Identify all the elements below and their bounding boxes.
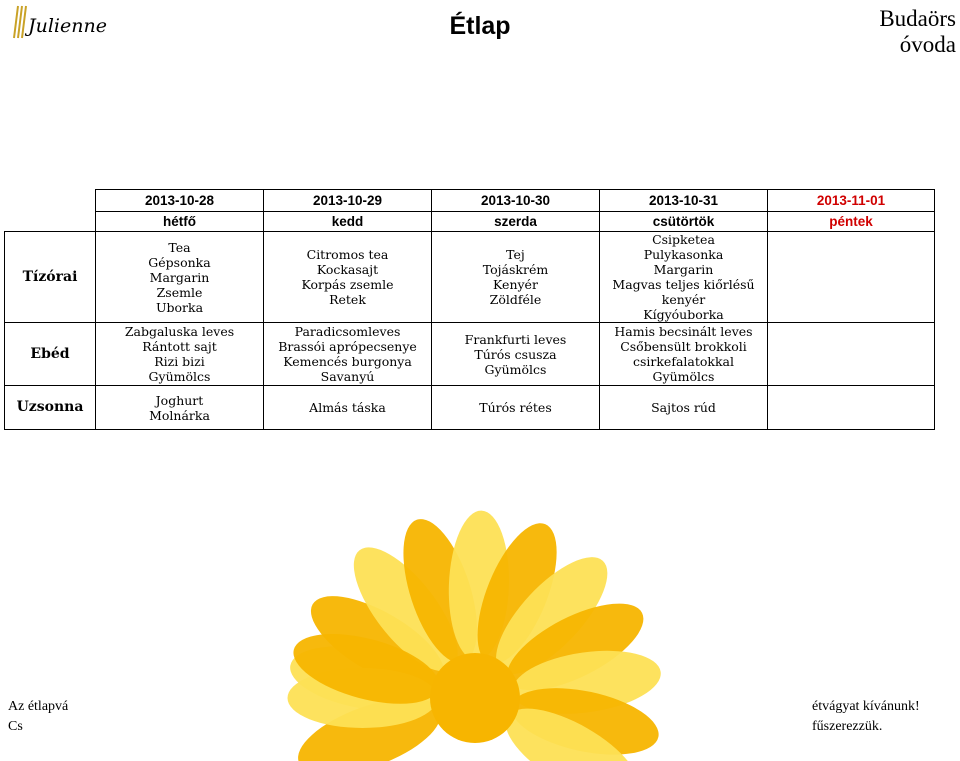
meal-row-tizorai <box>5 232 935 323</box>
day-cell: hétfő <box>96 212 264 232</box>
corner-cell <box>5 190 96 212</box>
menu-item: Tojáskrém <box>482 262 549 277</box>
meal-row-ebed <box>5 323 935 386</box>
school-name-line2: óvoda <box>899 32 956 57</box>
menu-item: Kígyóuborka <box>643 307 724 322</box>
menu-item: Gépsonka <box>148 254 211 270</box>
footer-right-line2: fűszerezzük. <box>812 719 883 734</box>
date-row <box>5 190 935 212</box>
footer-left-line1: Az étlapvá <box>8 699 69 714</box>
menu-cell <box>264 323 432 386</box>
flower-center <box>430 653 520 743</box>
menu-item: Margarin <box>149 269 210 285</box>
menu-item: Paradicsomleves <box>294 324 401 339</box>
menu-item: Magvas teljes kiőrlésű <box>612 277 755 292</box>
menu-item: Joghurt <box>155 392 204 408</box>
menu-item: Brassói aprópecsenye <box>278 339 417 354</box>
footer-right <box>812 697 920 737</box>
menu-cell <box>600 323 768 386</box>
corner-cell <box>5 212 96 232</box>
day-cell: csütörtök <box>600 212 768 232</box>
menu-item: Retek <box>329 292 366 307</box>
day-cell: szerda <box>432 212 600 232</box>
menu-table <box>4 189 935 430</box>
date-cell: 2013-10-31 <box>600 190 768 212</box>
menu-cell <box>264 386 432 430</box>
menu-cell <box>768 386 935 430</box>
menu-item: Túrós rétes <box>479 400 552 415</box>
page-title: Étlap <box>449 12 511 40</box>
menu-item: Gyümölcs <box>484 361 547 377</box>
menu-item: Tej <box>506 247 525 262</box>
menu-item: Zabgaluska leves <box>124 324 235 339</box>
menu-item: Frankfurti leves <box>464 331 567 347</box>
menu-cell <box>96 232 264 323</box>
menu-item: Gyümölcs <box>148 369 211 384</box>
meal-label: Uzsonna <box>5 386 96 430</box>
menu-item: Gyümölcs <box>652 369 715 384</box>
menu-cell <box>600 386 768 430</box>
school-name <box>879 6 956 58</box>
menu-item: csirkefalatokkal <box>632 354 735 369</box>
flower-decoration <box>270 428 670 761</box>
date-cell: 2013-10-28 <box>96 190 264 212</box>
date-cell-holiday: 2013-11-01 <box>768 190 935 212</box>
menu-item: Csipketea <box>652 232 715 247</box>
meal-label: Ebéd <box>5 323 96 386</box>
menu-item: Uborka <box>155 299 204 315</box>
menu-item: Kockasajt <box>316 262 379 277</box>
menu-item: Túrós csusza <box>474 346 557 362</box>
menu-item: Kenyér <box>493 277 538 292</box>
day-cell: kedd <box>264 212 432 232</box>
menu-cell <box>96 386 264 430</box>
menu-item: Zöldféle <box>489 292 542 307</box>
menu-cell <box>600 232 768 323</box>
meal-row-uzsonna <box>5 386 935 430</box>
menu-item: Csőbensült brokkoli <box>620 339 747 354</box>
day-cell-holiday: péntek <box>768 212 935 232</box>
day-row <box>5 212 935 232</box>
menu-item: Tea <box>168 239 191 255</box>
menu-item: Pulykasonka <box>643 247 724 262</box>
menu-item: Korpás zsemle <box>301 277 394 292</box>
menu-cell <box>432 232 600 323</box>
menu-item: Zsemle <box>156 284 203 300</box>
menu-item: Rizi bizi <box>154 354 205 369</box>
menu-cell <box>96 323 264 386</box>
menu-item: Citromos tea <box>306 247 389 262</box>
logo-text: Julienne <box>28 15 107 37</box>
menu-cell <box>432 323 600 386</box>
date-cell: 2013-10-29 <box>264 190 432 212</box>
menu-cell <box>264 232 432 323</box>
menu-cell <box>768 232 935 323</box>
menu-cell <box>432 386 600 430</box>
date-cell: 2013-10-30 <box>432 190 600 212</box>
menu-item: Margarin <box>653 262 714 277</box>
menu-cell <box>768 323 935 386</box>
footer-left-line2: Cs <box>8 719 23 734</box>
footer-left <box>8 697 68 737</box>
menu-item: Almás táska <box>309 400 386 415</box>
menu-item: kenyér <box>661 292 706 307</box>
footer-right-line1: étvágyat kívánunk! <box>812 699 920 714</box>
menu-item: Kemencés burgonya <box>283 354 412 369</box>
meal-label: Tízórai <box>5 232 96 323</box>
menu-item: Rántott sajt <box>142 339 217 354</box>
menu-item: Savanyú <box>320 369 375 384</box>
menu-item: Molnárka <box>149 407 210 423</box>
menu-item: Hamis becsinált leves <box>614 324 753 339</box>
school-name-line1: Budaörs <box>879 6 956 31</box>
menu-item: Sajtos rúd <box>651 400 716 415</box>
